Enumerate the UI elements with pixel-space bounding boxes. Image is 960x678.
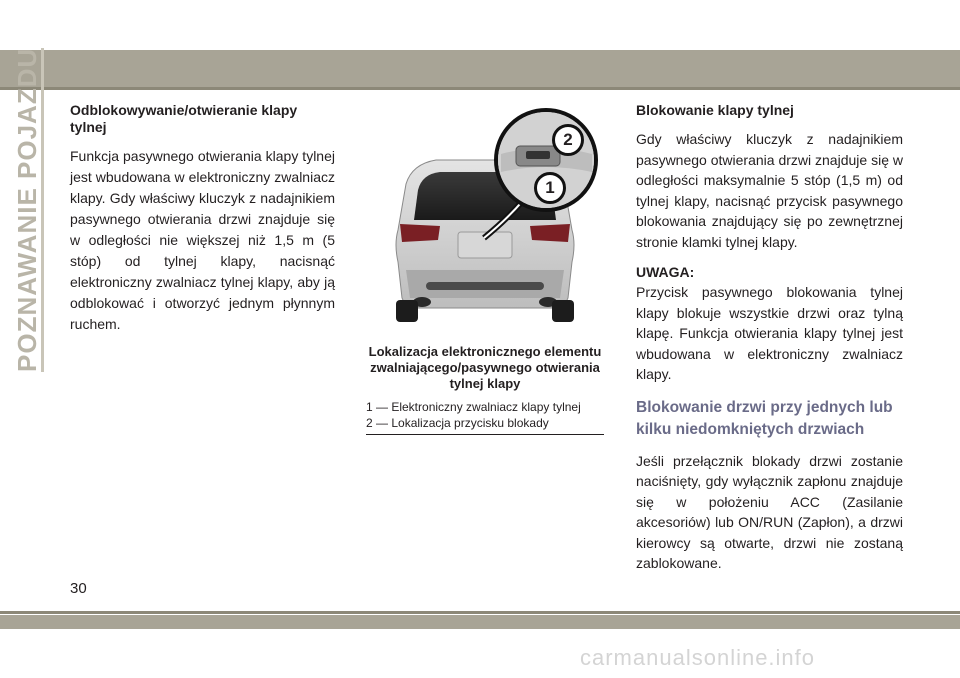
legend-rule — [366, 434, 604, 435]
figure-caption: Lokalizacja elektronicznego elementu zwalniającego/pasywnego otwierania tylnej klapy — [368, 344, 602, 391]
right-heading: Blokowanie klapy tylnej — [636, 102, 794, 118]
note-label: UWAGA: — [636, 264, 695, 280]
legend-item-1: 1 — Elektroniczny zwalniacz klapy tylnej — [366, 400, 581, 414]
section-title: Blokowanie drzwi przy jednych lub kilku niedomkniętych drzwiach — [636, 398, 893, 438]
header-bar — [0, 50, 960, 87]
footer-rule — [0, 611, 960, 614]
sidebar-section-title: POZNAWANIE POJAZDU — [12, 47, 42, 372]
footer-bar — [0, 615, 960, 629]
callout-1: 1 — [534, 172, 566, 204]
page-number: 30 — [70, 580, 87, 597]
note-text: Przycisk pasywnego blokowania tylnej klapy blokuje wszystkie drzwi oraz tylną klapę. Funkcja otwierania klapy tylnej jest wbudowana w elektroniczny zwalniacz klapy. — [636, 284, 903, 382]
callout-2: 2 — [552, 124, 584, 156]
header-rule — [0, 87, 960, 90]
left-heading: Odblokowywanie/otwieranie klapy tylnej — [70, 102, 298, 135]
figure-legend — [366, 399, 604, 431]
legend-item-2: 2 — Lokalizacja przycisku blokady — [366, 416, 549, 430]
left-paragraph: Funkcja pasywnego otwierania klapy tylnej jest wbudowana w elektroniczny zwalniacz klapy. Gdy właściwy kluczyk z nadajnikiem pasywnego otwierania drzwi znajduje się w odległości nie większej niż 1,5 m (5 stóp) od tylnej klapy, nacisnąć elektroniczny zwalniacz tylnej klapy, aby ją odblokować i otworzyć jednym płynnym ruchem. — [70, 148, 335, 332]
right-column — [636, 102, 903, 574]
tailgate-figure — [366, 102, 604, 334]
section-paragraph: Jeśli przełącznik blokady drzwi zostanie naciśnięty, gdy wyłącznik zapłonu znajduje się w położeniu ACC (Zasilanie akcesoriów) lub ON/RUN (Zapłon), a drzwi kierowcy są otwarte, drzwi nie zostaną zablokowane. — [636, 452, 903, 571]
left-column — [70, 102, 335, 335]
right-paragraph: Gdy właściwy kluczyk z nadajnikiem pasywnego otwierania drzwi znajduje się w odległości maksymalnie 5 stóp (1,5 m) od tylnej klapy, nacisnąć przycisk pasywnego blokowania znajdujący się po zewnętrznej stronie klamki tylnej klapy. — [636, 131, 903, 250]
watermark: carmanualsonline.info — [580, 645, 816, 670]
